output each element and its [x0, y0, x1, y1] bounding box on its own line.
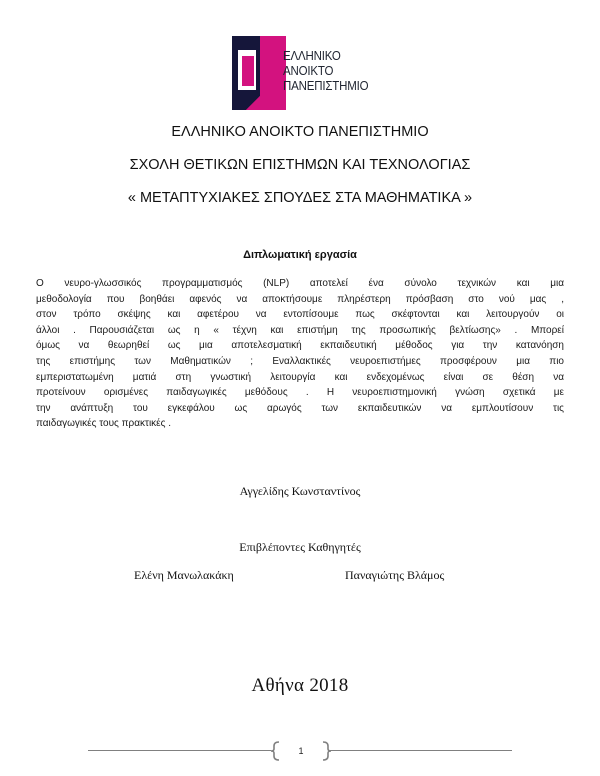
author-name: Αγγελίδης Κωνσταντίνος — [239, 484, 361, 498]
page-number-label: 1 — [298, 746, 304, 756]
abstract-line: της επιστήμης των Μαθηματικών ; Εναλλακτικές νευροεπιστήμες προσφέρουν μια πιο — [36, 355, 564, 367]
university-logo — [226, 36, 386, 110]
abstract-line: όμως να θεωρηθεί ως μια αποτελεσματική εκπαιδευτική μέθοδος για την κατανόηση — [36, 340, 564, 352]
page-number — [271, 740, 331, 762]
supervisor-name: Ελένη Μανωλακάκη — [134, 568, 234, 582]
school-name: ΣΧΟΛΗ ΘΕΤΙΚΩΝ ΕΠΙΣΤΗΜΩΝ ΚΑΙ ΤΕΧΝΟΛΟΓΙΑΣ — [129, 157, 471, 173]
abstract-line: μεθοδολογία που βοηθάει αφενός να αποκτήσουμε πληρέστερη πρόσβαση στο νού μας , — [36, 293, 564, 305]
city-year: Αθήνα 2018 — [251, 675, 349, 696]
abstract-line: Ο νευρο-γλωσσικός προγραμματισμός (NLP) αποτελεί ένα σύνολο τεχνικών και μια — [36, 278, 564, 289]
abstract-line: παιδαγωγικές τους πρακτικές . — [36, 418, 172, 430]
program-name: « ΜΕΤΑΠΤΥΧΙΑΚΕΣ ΣΠΟΥΔΕΣ ΣΤΑ ΜΑΘΗΜΑΤΙΚΑ » — [127, 190, 473, 206]
university-logo-wordmark — [283, 49, 368, 94]
footer-rule-left — [88, 750, 271, 751]
abstract-line: στον τρόπο σκέψης και αφετέρου να εντοπίσουμε πως σκέφτονται και λειτουργούν οι — [36, 309, 564, 321]
supervisor-name: Παναγιώτης Βλάμος — [345, 568, 445, 582]
university-logo-mark — [226, 36, 286, 110]
thesis-title: Διπλωματική εργασία — [243, 249, 357, 261]
logo-line-3: ΠΑΝΕΠΙΣΤΗΜΙΟ — [283, 79, 369, 93]
abstract-line: εμπεριστατωμένη ματιά στη γνωστική λειτουργία και ενδεχομένως είναι σε θέση να — [36, 371, 564, 383]
abstract — [36, 276, 564, 432]
logo-line-1: ΕΛΛΗΝΙΚΟ — [283, 49, 341, 63]
university-name: ΕΛΛΗΝΙΚΟ ΑΝΟΙΚΤΟ ΠΑΝΕΠΙΣΤΗΜΙΟ — [171, 124, 429, 140]
abstract-line: άλλοι . Παρουσιάζεται ως η « τέχνη και επιστήμη της προσωπικής βελτίωσης» . Μπορεί — [36, 324, 564, 336]
logo-line-2: ΑΝΟΙΚΤΟ — [283, 64, 334, 78]
footer-rule-right — [330, 750, 512, 751]
abstract-line: την ανάπτυξη του εγκεφάλου ως αρωγός των εκπαιδευτικών να εμπλουτίσουν τις — [36, 402, 564, 414]
abstract-line: προτείνουν ορισμένες παιδαγωγικές μεθόδους . Η νευροεπιστημονική γνώση σχετικά με — [36, 387, 564, 399]
supervisors-label: Επιβλέποντες Καθηγητές — [239, 540, 361, 554]
